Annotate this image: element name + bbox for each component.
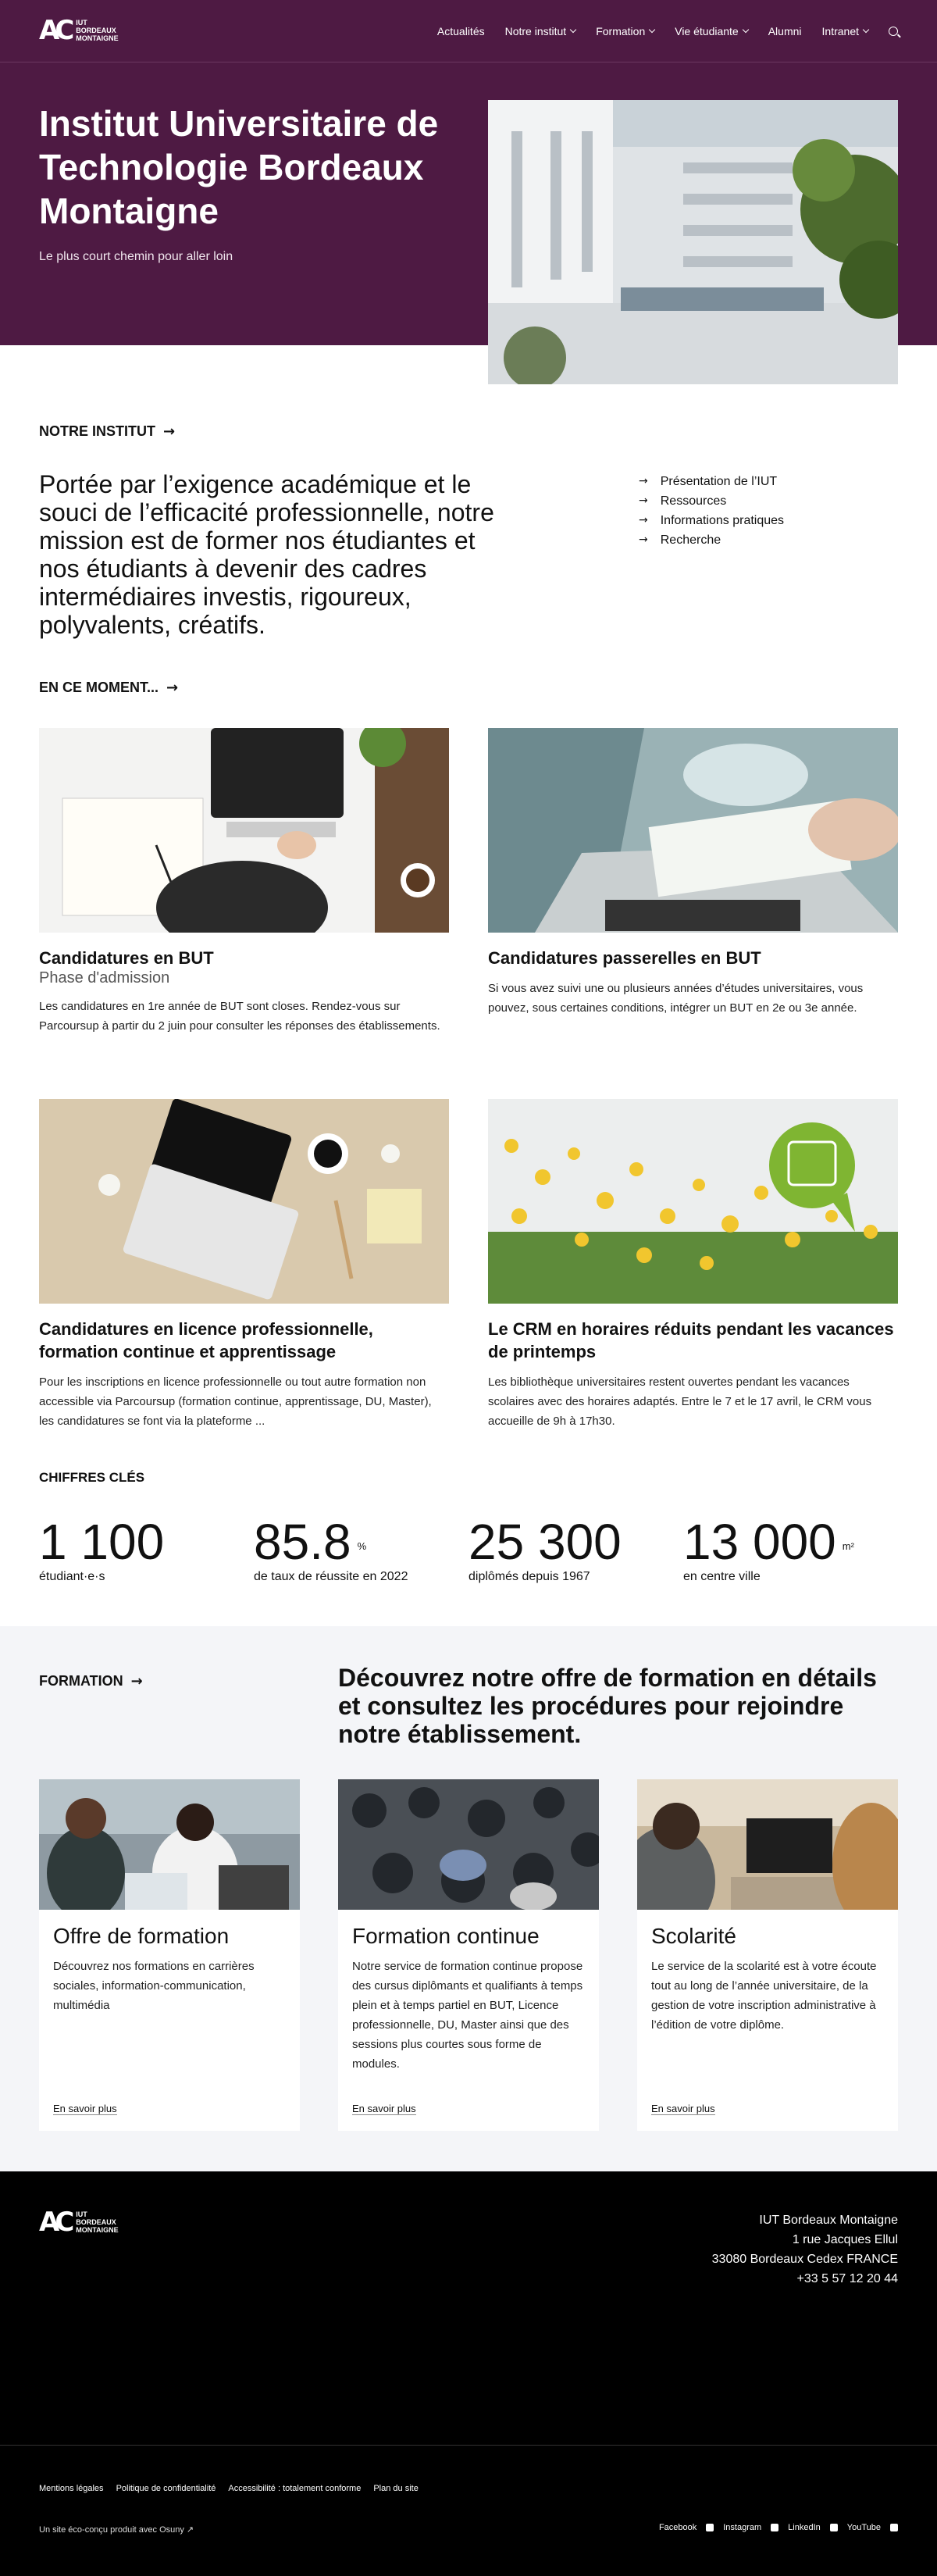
section-chiffres-cles: CHIFFRES CLÉS [39,1470,145,1485]
news-text: Pour les inscriptions en licence professionnelle ou tout autre formation non accessible via Parcoursup (formation continue, apprentissage, DU, Master), les candidatures se font via la plateforme ... [39,1375,432,1428]
news-image [488,1099,898,1304]
hero-subtitle: Le plus court chemin pour aller loin [39,250,233,263]
key-figure: 1 100 étudiant·e·s [39,1514,165,1583]
site-header [0,0,937,62]
arrow-right-icon: → [130,1673,143,1689]
section-en-ce-moment-link[interactable]: EN CE MOMENT... → [39,680,179,696]
link-ressources[interactable]: → Ressources [639,491,784,511]
news-title: Candidatures passerelles en BUT [488,948,761,968]
news-title: Le CRM en horaires réduits pendant les vacances de printemps [488,1319,894,1361]
formation-card-title: Scolarité [651,1924,736,1948]
news-image [39,1099,449,1304]
mission-statement: Portée par l’exigence académique et le souci de l’efficacité professionnelle, notre mission est de former nos étudiantes et nos étudiants à devenir des cadres intermédiaires investis, rigoureux, polyvalents, créatifs. [39,470,494,639]
link-presentation[interactable]: → Présentation de l’IUT [639,472,784,491]
main-nav [437,0,898,62]
osuny-link[interactable]: Un site éco-conçu produit avec Osuny ↗ [39,2525,194,2535]
formation-card[interactable] [39,1779,300,2131]
news-image [488,728,898,933]
link-facebook[interactable]: Facebook [658,2523,697,2532]
logo-text: IUT BORDEAUX MONTAIGNE [76,2210,119,2234]
linkedin-icon [830,2524,838,2531]
chevron-down-icon [570,27,576,33]
news-card[interactable] [488,1099,898,1431]
section-formation-link[interactable]: FORMATION → [39,1673,143,1689]
arrow-right-icon: → [166,680,179,696]
nav-intranet[interactable]: Intranet [822,25,868,37]
en-savoir-plus-link[interactable]: En savoir plus [651,2103,715,2114]
en-savoir-plus-link[interactable]: En savoir plus [53,2103,117,2114]
arrow-right-icon: → [163,423,176,440]
formation-card-text: Notre service de formation continue propose des cursus diplômants et qualifiants à temps plein et à temps partiel en BUT, Licence professionnelle, DU, Master ainsi que des sessions plus courtes sous forme de modules. [352,1960,583,2071]
formation-card-text: Découvrez nos formations en carrières sociales, information-communication, multimédia [53,1960,255,2012]
formation-card[interactable] [637,1779,898,2131]
logo-mark: AC [39,15,70,46]
link-youtube[interactable]: YouTube [846,2523,881,2532]
link-mentions-legales[interactable]: Mentions légales [39,2484,104,2493]
institut-links [639,472,784,550]
hero-title: Institut Universitaire de Technologie Bordeaux Montaigne [39,103,439,231]
youtube-icon [890,2524,898,2531]
link-recherche[interactable]: → Recherche [639,530,784,550]
nav-actualites[interactable]: Actualités [436,25,485,37]
nav-notre-institut[interactable]: Notre institut [505,25,576,37]
key-figure: 25 300 diplômés depuis 1967 [468,1514,622,1583]
link-informations-pratiques[interactable]: → Informations pratiques [639,511,784,530]
link-accessibilite[interactable]: Accessibilité : totalement conforme [228,2484,362,2493]
site-footer [0,2171,937,2576]
section-notre-institut-link[interactable]: NOTRE INSTITUT → [39,423,176,440]
key-figure: 85.8 % de taux de réussite en 2022 [254,1514,408,1583]
link-instagram[interactable]: Instagram [723,2523,762,2532]
formation-image [338,1779,599,1910]
footer-logo[interactable] [39,2207,119,2238]
legal-links [39,2484,419,2493]
link-politique-confidentialite[interactable]: Politique de confidentialité [116,2484,216,2493]
formation-card-text: Le service de la scolarité est à votre écoute tout au long de l’année universitaire, de la gestion de votre inscription administrative à l’édition de votre diplôme. [651,1960,877,2032]
formation-card-title: Offre de formation [53,1924,230,1948]
hero-building-photo [488,100,898,384]
chevron-down-icon [863,27,869,33]
search-icon[interactable] [889,27,898,36]
formation-intro: Découvrez notre offre de formation en détails et consultez les procédures pour rejoindre notre établissement. [338,1664,877,1748]
arrow-right-icon: → [639,514,648,526]
news-card[interactable] [39,728,449,1036]
news-image [39,728,449,933]
footer-address: IUT Bordeaux Montaigne 1 rue Jacques Ellul 33080 Bordeaux Cedex FRANCE +33 5 57 12 20 44 [711,2214,898,2285]
formation-card-title: Formation continue [352,1924,540,1948]
footer-divider [0,2445,937,2446]
chevron-down-icon [649,27,655,33]
formation-section [0,1626,937,2171]
logo-mark: AC [39,2207,70,2238]
link-plan-du-site[interactable]: Plan du site [373,2484,419,2493]
news-card[interactable] [488,728,898,1018]
arrow-right-icon: → [639,475,648,487]
news-title: Candidatures en licence professionnelle, formation continue et apprentissage [39,1319,373,1361]
arrow-right-icon: → [639,494,648,507]
instagram-icon [771,2524,778,2531]
formation-image [637,1779,898,1910]
formation-card[interactable] [338,1779,599,2131]
news-subtitle: Phase d'admission [39,969,170,987]
facebook-icon [706,2524,714,2531]
link-linkedin[interactable]: LinkedIn [788,2523,821,2532]
key-figure: 13 000 $^{m^2}$ en centre ville [683,1514,854,1583]
logo-text: IUT BORDEAUX MONTAIGNE [76,19,119,42]
nav-formation[interactable]: Formation [596,25,654,37]
site-logo[interactable] [39,17,119,44]
chevron-down-icon [742,27,748,33]
nav-vie-etudiante[interactable]: Vie étudiante [675,25,747,37]
arrow-right-icon: → [639,533,648,546]
news-text: Si vous avez suivi une ou plusieurs années d’études universitaires, vous pouvez, sous certaines conditions, intégrer un BUT en 2e ou 3e année. [488,982,864,1015]
social-links [659,2523,898,2532]
news-text: Les candidatures en 1re année de BUT sont closes. Rendez-vous sur Parcoursup à partir du 2 juin pour consulter les réponses des établissements. [39,1000,440,1033]
en-savoir-plus-link[interactable]: En savoir plus [352,2103,416,2114]
news-title: Candidatures en BUT [39,948,214,968]
formation-image [39,1779,300,1910]
nav-alumni[interactable]: Alumni [768,25,802,37]
key-figures [39,1515,898,1584]
news-text: Les bibliothèque universitaires restent ouvertes pendant les vacances scolaires avec des horaires adaptés. Entre le 7 et le 17 avril, le CRM vous accueille de 9h à 17h30. [488,1375,872,1428]
news-card[interactable] [39,1099,449,1431]
